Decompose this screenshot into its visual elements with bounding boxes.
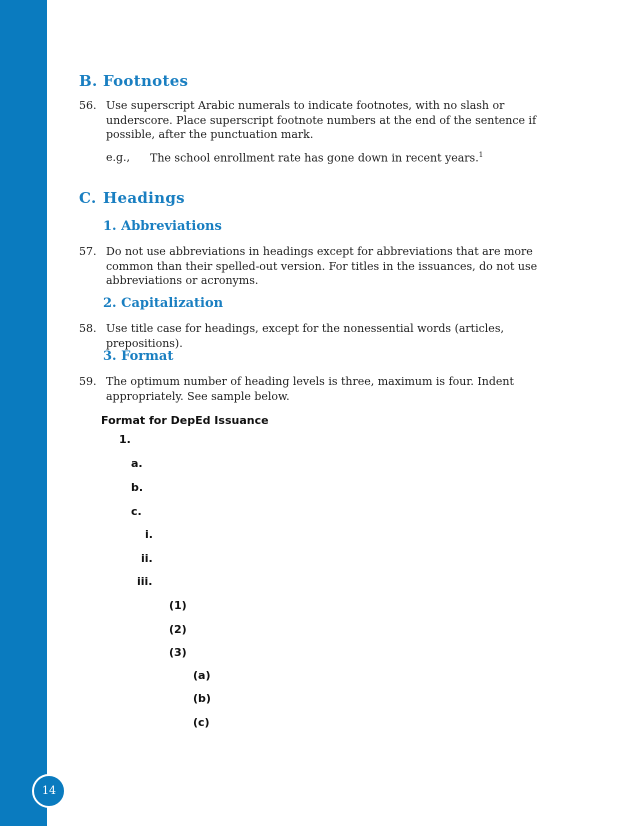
level-3-marker: iii. xyxy=(137,575,153,588)
level-3-marker: ii. xyxy=(141,552,153,565)
section-title: Headings xyxy=(103,189,185,207)
sidebar-band xyxy=(0,0,47,826)
example-line xyxy=(106,151,130,164)
paragraph-text: Use title case for headings, except for the nonessential words (articles, prepositions). xyxy=(106,322,504,350)
level-5-marker: (a) xyxy=(193,669,211,682)
footnote-mark: 1 xyxy=(478,151,484,159)
paragraph-56 xyxy=(79,99,569,143)
level-4-marker: (2) xyxy=(169,623,187,636)
subheading-title: Abbreviations xyxy=(121,219,222,234)
subheading-number: 2. xyxy=(103,296,117,311)
section-letter: C. xyxy=(79,189,97,207)
subheading-title: Format xyxy=(121,349,174,364)
level-1-marker: 1. xyxy=(119,433,131,446)
subheading-abbreviations xyxy=(103,219,222,234)
level-3-marker: i. xyxy=(145,528,153,541)
subheading-number: 1. xyxy=(103,219,117,234)
paragraph-58 xyxy=(79,322,569,351)
paragraph-59 xyxy=(79,375,569,404)
paragraph-text: The optimum number of heading levels is three, maximum is four. Indent appropriately. See sample below. xyxy=(106,375,514,403)
paragraph-number: 58. xyxy=(79,322,97,335)
page-number: 14 xyxy=(32,774,66,808)
section-heading-headings xyxy=(79,189,185,207)
example-label: e.g., xyxy=(106,151,131,164)
paragraph-57 xyxy=(79,245,569,289)
level-2-marker: c. xyxy=(131,505,142,518)
paragraph-text: Do not use abbreviations in headings except for abbreviations that are more common than their spelled-out version. For titles in the issuances, do not use abbreviations or acronyms. xyxy=(106,245,538,287)
paragraph-number: 57. xyxy=(79,245,97,258)
example-text: The school enrollment rate has gone down in recent years. xyxy=(150,151,479,165)
paragraph-text: Use superscript Arabic numerals to indicate footnotes, with no slash or underscore. Place superscript footnote numbers at the end of the sentence if possible, after the punctuation mark. xyxy=(106,99,537,141)
level-5-marker: (c) xyxy=(193,716,210,729)
section-heading-footnotes xyxy=(79,72,188,90)
subheading-number: 3. xyxy=(103,349,117,364)
section-title: Footnotes xyxy=(103,72,189,90)
example-sentence xyxy=(150,151,483,165)
subheading-title: Capitalization xyxy=(121,296,224,311)
level-4-marker: (3) xyxy=(169,646,187,659)
paragraph-number: 56. xyxy=(79,99,97,112)
section-letter: B. xyxy=(79,72,98,90)
level-2-marker: a. xyxy=(131,457,143,470)
level-4-marker: (1) xyxy=(169,599,187,612)
subheading-format xyxy=(103,349,173,364)
level-2-marker: b. xyxy=(131,481,144,494)
level-5-marker: (b) xyxy=(193,692,211,705)
subheading-capitalization xyxy=(103,296,223,311)
paragraph-number: 59. xyxy=(79,375,97,388)
format-sample-title: Format for DepEd Issuance xyxy=(101,414,269,427)
